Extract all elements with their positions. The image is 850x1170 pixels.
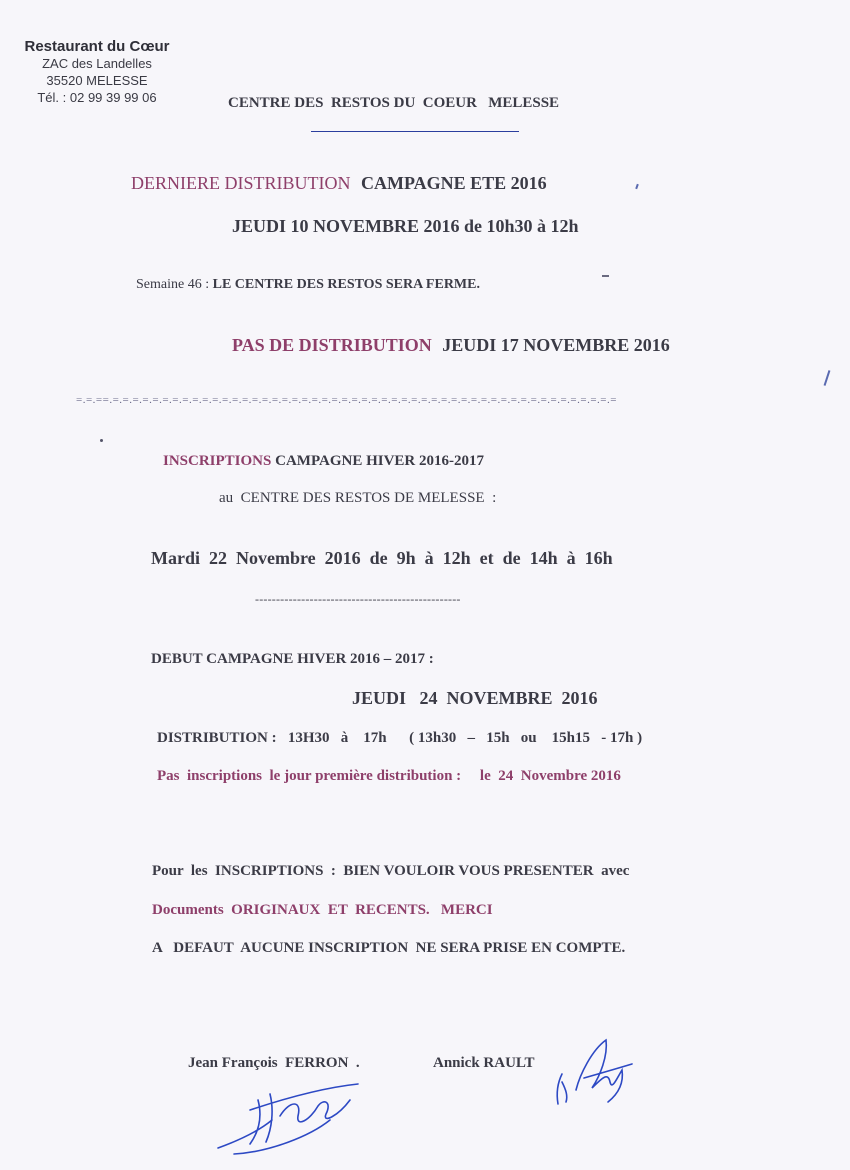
last-distribution-date: JEUDI 10 NOVEMBRE 2016 de 10h30 à 12h bbox=[232, 216, 579, 236]
no-distribution-date: JEUDI 17 NOVEMBRE 2016 bbox=[442, 335, 670, 355]
distribution-hours: DISTRIBUTION : 13H30 à 17h ( 13h30 – 15h ou 15h15 - 17h ) bbox=[157, 730, 643, 746]
scan-speck bbox=[602, 275, 609, 277]
title-underline bbox=[311, 131, 519, 132]
signatory-2: Annick RAULT bbox=[433, 1055, 535, 1071]
inscriptions-label: INSCRIPTIONS bbox=[163, 453, 272, 469]
signature-rault bbox=[548, 1030, 638, 1114]
scan-speck bbox=[635, 184, 639, 189]
week-text: LE CENTRE DES RESTOS SERA FERME. bbox=[212, 277, 480, 292]
no-distribution bbox=[232, 335, 670, 356]
requirements-line-1: Pour les INSCRIPTIONS : BIEN VOULOIR VOUS PRESENTER avec bbox=[152, 863, 630, 879]
sender-address bbox=[18, 38, 176, 106]
no-inscriptions-note: Pas inscriptions le jour première distribution : le 24 Novembre 2016 bbox=[157, 768, 621, 784]
requirements-line-3: A DEFAUT AUCUNE INSCRIPTION NE SERA PRISE EN COMPTE. bbox=[152, 940, 626, 956]
inscriptions-dashes: ------------------------------------------------- bbox=[255, 592, 461, 606]
sender-name: Restaurant du Cœur bbox=[24, 38, 170, 55]
scan-speck bbox=[100, 439, 103, 442]
winter-start-label: DEBUT CAMPAGNE HIVER 2016 – 2017 : bbox=[151, 651, 434, 667]
summer-heading bbox=[131, 173, 547, 194]
signatory-1: Jean François FERRON . bbox=[188, 1055, 360, 1071]
week-label: Semaine 46 : bbox=[136, 277, 210, 292]
winter-start-date: JEUDI 24 NOVEMBRE 2016 bbox=[352, 688, 598, 708]
sender-city: 35520 MELESSE bbox=[46, 73, 148, 88]
last-distribution-label: DERNIERE DISTRIBUTION bbox=[131, 173, 351, 193]
sender-phone: Tél. : 02 99 39 99 06 bbox=[37, 90, 157, 105]
sender-street: ZAC des Landelles bbox=[42, 56, 152, 71]
no-distribution-label: PAS DE DISTRIBUTION bbox=[232, 335, 432, 355]
requirements-line-2: Documents ORIGINAUX ET RECENTS. MERCI bbox=[152, 902, 493, 918]
section-separator: =.=.==.=.=.=.=.=.=.=.=.=.=.=.=.=.=.=.=.=.=.=.=.=.=.=.=.=.=.=.=.=.=.=.=.=.=.=.=.=.=.=.=.=.=.=.=.=.=.=.=.=.=.= bbox=[76, 394, 617, 406]
summer-campaign: CAMPAGNE ETE 2016 bbox=[360, 173, 547, 193]
week-closure bbox=[136, 277, 480, 293]
inscriptions-campaign: CAMPAGNE HIVER 2016-2017 bbox=[275, 453, 485, 469]
scan-speck bbox=[824, 370, 831, 386]
signature-ferron bbox=[210, 1070, 370, 1160]
inscriptions-heading bbox=[163, 453, 484, 470]
inscriptions-date: Mardi 22 Novembre 2016 de 9h à 12h et de 14h à 16h bbox=[151, 548, 613, 568]
inscriptions-place: au CENTRE DES RESTOS DE MELESSE : bbox=[219, 490, 497, 506]
page-title: CENTRE DES RESTOS DU COEUR MELESSE bbox=[228, 95, 560, 111]
